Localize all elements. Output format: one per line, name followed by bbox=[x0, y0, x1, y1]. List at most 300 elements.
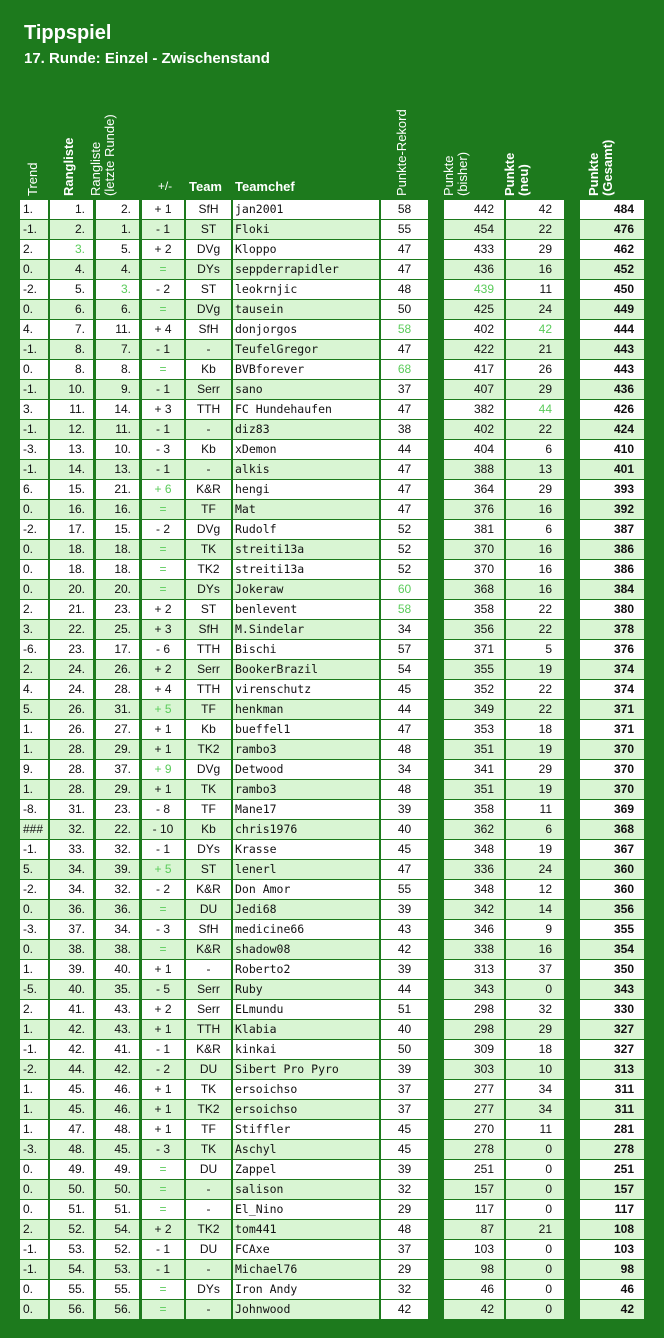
header-punkte-neu bbox=[503, 153, 531, 196]
cell-rank: 17. bbox=[50, 520, 93, 539]
cell-chef: Jokeraw bbox=[233, 580, 379, 599]
cell-prev: 29. bbox=[96, 740, 139, 759]
cell-trend: 0. bbox=[20, 260, 48, 279]
cell-neu: 22 bbox=[506, 600, 564, 619]
cell-team: K&R bbox=[186, 480, 231, 499]
cell-neu: 22 bbox=[506, 620, 564, 639]
cell-rank: 15. bbox=[50, 480, 93, 499]
cell-gesamt: 392 bbox=[580, 500, 644, 519]
cell-gesamt: 380 bbox=[580, 600, 644, 619]
cell-diff: - 1 bbox=[142, 1040, 184, 1059]
table-row bbox=[0, 880, 664, 900]
cell-gesamt: 281 bbox=[580, 1120, 644, 1139]
cell-diff: = bbox=[142, 1200, 184, 1219]
table-row bbox=[0, 560, 664, 580]
cell-diff: - 1 bbox=[142, 1240, 184, 1259]
header-rangliste-letzte-line2: (letzte Runde) bbox=[102, 114, 117, 196]
cell-rekord: 29 bbox=[381, 1200, 428, 1219]
cell-team: DVg bbox=[186, 240, 231, 259]
table-row bbox=[0, 1080, 664, 1100]
cell-prev: 56. bbox=[96, 1300, 139, 1319]
cell-neu: 16 bbox=[506, 500, 564, 519]
cell-diff: + 1 bbox=[142, 1020, 184, 1039]
cell-rank: 34. bbox=[50, 880, 93, 899]
cell-neu: 29 bbox=[506, 380, 564, 399]
cell-prev: 23. bbox=[96, 800, 139, 819]
table-row bbox=[0, 1220, 664, 1240]
cell-prev: 16. bbox=[96, 500, 139, 519]
cell-gesamt: 386 bbox=[580, 540, 644, 559]
cell-prev: 40. bbox=[96, 960, 139, 979]
cell-prev: 7. bbox=[96, 340, 139, 359]
cell-rekord: 47 bbox=[381, 260, 428, 279]
cell-neu: 29 bbox=[506, 1020, 564, 1039]
cell-diff: - 2 bbox=[142, 280, 184, 299]
cell-bisher: 117 bbox=[444, 1200, 504, 1219]
table-row bbox=[0, 1180, 664, 1200]
cell-prev: 14. bbox=[96, 400, 139, 419]
cell-chef: TeufelGregor bbox=[233, 340, 379, 359]
cell-bisher: 433 bbox=[444, 240, 504, 259]
cell-gesamt: 449 bbox=[580, 300, 644, 319]
cell-rekord: 52 bbox=[381, 560, 428, 579]
cell-diff: - 1 bbox=[142, 380, 184, 399]
cell-bisher: 355 bbox=[444, 660, 504, 679]
table-row bbox=[0, 540, 664, 560]
cell-team: TK2 bbox=[186, 740, 231, 759]
cell-bisher: 436 bbox=[444, 260, 504, 279]
cell-gesamt: 370 bbox=[580, 740, 644, 759]
header-punkte-rekord: Punkte-Rekord bbox=[394, 109, 409, 196]
cell-gesamt: 330 bbox=[580, 1000, 644, 1019]
cell-chef: BVBforever bbox=[233, 360, 379, 379]
cell-prev: 22. bbox=[96, 820, 139, 839]
cell-prev: 15. bbox=[96, 520, 139, 539]
cell-prev: 6. bbox=[96, 300, 139, 319]
cell-team: ST bbox=[186, 220, 231, 239]
cell-rekord: 45 bbox=[381, 1140, 428, 1159]
table-row bbox=[0, 520, 664, 540]
table-row bbox=[0, 460, 664, 480]
cell-prev: 46. bbox=[96, 1080, 139, 1099]
cell-prev: 54. bbox=[96, 1220, 139, 1239]
cell-team: DYs bbox=[186, 840, 231, 859]
cell-neu: 16 bbox=[506, 940, 564, 959]
cell-chef: sano bbox=[233, 380, 379, 399]
cell-chef: tausein bbox=[233, 300, 379, 319]
cell-rekord: 42 bbox=[381, 940, 428, 959]
cell-bisher: 425 bbox=[444, 300, 504, 319]
cell-gesamt: 371 bbox=[580, 720, 644, 739]
cell-bisher: 348 bbox=[444, 880, 504, 899]
cell-diff: + 2 bbox=[142, 600, 184, 619]
cell-neu: 42 bbox=[506, 320, 564, 339]
cell-team: ST bbox=[186, 600, 231, 619]
cell-gesamt: 103 bbox=[580, 1240, 644, 1259]
cell-prev: 23. bbox=[96, 600, 139, 619]
cell-trend: 0. bbox=[20, 1160, 48, 1179]
cell-rank: 48. bbox=[50, 1140, 93, 1159]
cell-team: SfH bbox=[186, 920, 231, 939]
cell-gesamt: 410 bbox=[580, 440, 644, 459]
cell-chef: Johnwood bbox=[233, 1300, 379, 1319]
cell-gesamt: 371 bbox=[580, 700, 644, 719]
cell-prev: 48. bbox=[96, 1120, 139, 1139]
cell-gesamt: 370 bbox=[580, 780, 644, 799]
cell-rank: 7. bbox=[50, 320, 93, 339]
cell-rank: 4. bbox=[50, 260, 93, 279]
cell-prev: 50. bbox=[96, 1180, 139, 1199]
cell-team: ST bbox=[186, 280, 231, 299]
cell-rank: 36. bbox=[50, 900, 93, 919]
cell-trend: 2. bbox=[20, 240, 48, 259]
cell-prev: 4. bbox=[96, 260, 139, 279]
cell-prev: 53. bbox=[96, 1260, 139, 1279]
cell-chef: BookerBrazil bbox=[233, 660, 379, 679]
cell-rekord: 40 bbox=[381, 1020, 428, 1039]
cell-rank: 24. bbox=[50, 680, 93, 699]
cell-rekord: 57 bbox=[381, 640, 428, 659]
cell-gesamt: 278 bbox=[580, 1140, 644, 1159]
cell-team: DU bbox=[186, 1240, 231, 1259]
cell-gesamt: 376 bbox=[580, 640, 644, 659]
cell-diff: = bbox=[142, 560, 184, 579]
cell-gesamt: 374 bbox=[580, 660, 644, 679]
cell-gesamt: 462 bbox=[580, 240, 644, 259]
cell-gesamt: 354 bbox=[580, 940, 644, 959]
cell-diff: + 1 bbox=[142, 740, 184, 759]
cell-rank: 20. bbox=[50, 580, 93, 599]
cell-trend: 1. bbox=[20, 780, 48, 799]
cell-gesamt: 436 bbox=[580, 380, 644, 399]
header-teamchef: Teamchef bbox=[235, 179, 295, 194]
cell-diff: - 8 bbox=[142, 800, 184, 819]
cell-team: - bbox=[186, 460, 231, 479]
cell-gesamt: 117 bbox=[580, 1200, 644, 1219]
table-row bbox=[0, 480, 664, 500]
cell-prev: 52. bbox=[96, 1240, 139, 1259]
table-row bbox=[0, 740, 664, 760]
cell-rekord: 45 bbox=[381, 840, 428, 859]
cell-bisher: 402 bbox=[444, 420, 504, 439]
cell-bisher: 42 bbox=[444, 1300, 504, 1319]
cell-rekord: 37 bbox=[381, 1240, 428, 1259]
cell-prev: 25. bbox=[96, 620, 139, 639]
cell-diff: = bbox=[142, 1280, 184, 1299]
cell-team: - bbox=[186, 1260, 231, 1279]
table-row bbox=[0, 260, 664, 280]
cell-team: Serr bbox=[186, 1000, 231, 1019]
cell-trend: 0. bbox=[20, 500, 48, 519]
cell-diff: + 6 bbox=[142, 480, 184, 499]
cell-gesamt: 370 bbox=[580, 760, 644, 779]
table-row bbox=[0, 720, 664, 740]
table-row bbox=[0, 300, 664, 320]
cell-neu: 22 bbox=[506, 420, 564, 439]
cell-diff: = bbox=[142, 1180, 184, 1199]
cell-neu: 32 bbox=[506, 1000, 564, 1019]
cell-bisher: 439 bbox=[444, 280, 504, 299]
cell-rank: 22. bbox=[50, 620, 93, 639]
cell-neu: 19 bbox=[506, 740, 564, 759]
table-row bbox=[0, 1000, 664, 1020]
cell-prev: 18. bbox=[96, 540, 139, 559]
cell-rekord: 38 bbox=[381, 420, 428, 439]
cell-prev: 46. bbox=[96, 1100, 139, 1119]
cell-neu: 29 bbox=[506, 760, 564, 779]
cell-team: - bbox=[186, 960, 231, 979]
cell-prev: 37. bbox=[96, 760, 139, 779]
cell-prev: 35. bbox=[96, 980, 139, 999]
cell-bisher: 417 bbox=[444, 360, 504, 379]
cell-chef: virenschutz bbox=[233, 680, 379, 699]
cell-chef: chris1976 bbox=[233, 820, 379, 839]
table-row bbox=[0, 600, 664, 620]
cell-bisher: 338 bbox=[444, 940, 504, 959]
cell-team: TTH bbox=[186, 680, 231, 699]
cell-prev: 2. bbox=[96, 200, 139, 219]
cell-chef: ersoichso bbox=[233, 1080, 379, 1099]
cell-bisher: 353 bbox=[444, 720, 504, 739]
cell-rank: 52. bbox=[50, 1220, 93, 1239]
cell-bisher: 98 bbox=[444, 1260, 504, 1279]
cell-prev: 9. bbox=[96, 380, 139, 399]
cell-trend: 0. bbox=[20, 300, 48, 319]
cell-diff: - 1 bbox=[142, 220, 184, 239]
cell-neu: 29 bbox=[506, 480, 564, 499]
cell-trend: -1. bbox=[20, 460, 48, 479]
cell-chef: Stiffler bbox=[233, 1120, 379, 1139]
cell-chef: Mane17 bbox=[233, 800, 379, 819]
cell-prev: 31. bbox=[96, 700, 139, 719]
cell-trend: 5. bbox=[20, 860, 48, 879]
cell-neu: 0 bbox=[506, 1260, 564, 1279]
cell-bisher: 422 bbox=[444, 340, 504, 359]
cell-chef: ersoichso bbox=[233, 1100, 379, 1119]
cell-rekord: 45 bbox=[381, 680, 428, 699]
cell-trend: 0. bbox=[20, 560, 48, 579]
cell-neu: 12 bbox=[506, 880, 564, 899]
table-row bbox=[0, 940, 664, 960]
cell-chef: FC Hundehaufen bbox=[233, 400, 379, 419]
cell-rekord: 48 bbox=[381, 780, 428, 799]
cell-trend: -6. bbox=[20, 640, 48, 659]
cell-team: DVg bbox=[186, 760, 231, 779]
cell-team: TK bbox=[186, 540, 231, 559]
cell-gesamt: 426 bbox=[580, 400, 644, 419]
cell-rekord: 39 bbox=[381, 1160, 428, 1179]
cell-team: TF bbox=[186, 700, 231, 719]
cell-rank: 26. bbox=[50, 720, 93, 739]
cell-trend: 0. bbox=[20, 1180, 48, 1199]
cell-bisher: 343 bbox=[444, 980, 504, 999]
cell-team: - bbox=[186, 340, 231, 359]
cell-rank: 44. bbox=[50, 1060, 93, 1079]
table-row bbox=[0, 1280, 664, 1300]
cell-team: TF bbox=[186, 1120, 231, 1139]
cell-diff: - 1 bbox=[142, 460, 184, 479]
cell-rekord: 42 bbox=[381, 1300, 428, 1319]
cell-neu: 19 bbox=[506, 840, 564, 859]
cell-rekord: 45 bbox=[381, 1120, 428, 1139]
cell-bisher: 277 bbox=[444, 1100, 504, 1119]
cell-diff: + 1 bbox=[142, 960, 184, 979]
header-punkte-gesamt bbox=[587, 140, 615, 196]
cell-gesamt: 452 bbox=[580, 260, 644, 279]
cell-chef: Bischi bbox=[233, 640, 379, 659]
header-punkte-gesamt-line2: (Gesamt) bbox=[600, 139, 615, 196]
cell-rekord: 50 bbox=[381, 1040, 428, 1059]
cell-neu: 22 bbox=[506, 700, 564, 719]
cell-rekord: 58 bbox=[381, 320, 428, 339]
cell-chef: Klabia bbox=[233, 1020, 379, 1039]
cell-bisher: 313 bbox=[444, 960, 504, 979]
cell-team: TK2 bbox=[186, 1220, 231, 1239]
cell-diff: + 2 bbox=[142, 1220, 184, 1239]
cell-rekord: 50 bbox=[381, 300, 428, 319]
cell-rank: 8. bbox=[50, 340, 93, 359]
cell-trend: 0. bbox=[20, 540, 48, 559]
cell-bisher: 376 bbox=[444, 500, 504, 519]
cell-rank: 45. bbox=[50, 1100, 93, 1119]
cell-prev: 1. bbox=[96, 220, 139, 239]
cell-trend: 1. bbox=[20, 1100, 48, 1119]
cell-gesamt: 368 bbox=[580, 820, 644, 839]
cell-team: Kb bbox=[186, 720, 231, 739]
cell-neu: 42 bbox=[506, 200, 564, 219]
cell-rank: 28. bbox=[50, 740, 93, 759]
cell-diff: - 3 bbox=[142, 1140, 184, 1159]
cell-diff: + 2 bbox=[142, 1000, 184, 1019]
cell-prev: 18. bbox=[96, 560, 139, 579]
cell-team: Serr bbox=[186, 660, 231, 679]
cell-chef: ELmundu bbox=[233, 1000, 379, 1019]
cell-trend: 2. bbox=[20, 600, 48, 619]
cell-neu: 14 bbox=[506, 900, 564, 919]
cell-rank: 28. bbox=[50, 760, 93, 779]
cell-chef: Roberto2 bbox=[233, 960, 379, 979]
cell-neu: 44 bbox=[506, 400, 564, 419]
cell-trend: 2. bbox=[20, 1000, 48, 1019]
cell-team: TTH bbox=[186, 400, 231, 419]
cell-diff: - 2 bbox=[142, 1060, 184, 1079]
cell-trend: -1. bbox=[20, 340, 48, 359]
cell-neu: 5 bbox=[506, 640, 564, 659]
header-punkte-bisher-line2: (bisher) bbox=[455, 151, 470, 196]
cell-rekord: 39 bbox=[381, 800, 428, 819]
cell-rekord: 37 bbox=[381, 1080, 428, 1099]
cell-neu: 0 bbox=[506, 1160, 564, 1179]
cell-trend: 0. bbox=[20, 360, 48, 379]
cell-prev: 32. bbox=[96, 840, 139, 859]
cell-team: - bbox=[186, 420, 231, 439]
cell-team: TK2 bbox=[186, 560, 231, 579]
cell-diff: = bbox=[142, 1160, 184, 1179]
header-trend: Trend bbox=[25, 162, 40, 196]
cell-neu: 10 bbox=[506, 1060, 564, 1079]
cell-prev: 17. bbox=[96, 640, 139, 659]
cell-rekord: 55 bbox=[381, 220, 428, 239]
cell-bisher: 303 bbox=[444, 1060, 504, 1079]
cell-rekord: 47 bbox=[381, 340, 428, 359]
cell-rekord: 47 bbox=[381, 240, 428, 259]
cell-chef: Don Amor bbox=[233, 880, 379, 899]
cell-gesamt: 393 bbox=[580, 480, 644, 499]
cell-diff: + 1 bbox=[142, 1100, 184, 1119]
cell-gesamt: 46 bbox=[580, 1280, 644, 1299]
cell-chef: streiti13a bbox=[233, 560, 379, 579]
table-row bbox=[0, 980, 664, 1000]
cell-gesamt: 42 bbox=[580, 1300, 644, 1319]
cell-team: SfH bbox=[186, 620, 231, 639]
cell-chef: shadow08 bbox=[233, 940, 379, 959]
cell-neu: 16 bbox=[506, 260, 564, 279]
cell-rank: 3. bbox=[50, 240, 93, 259]
cell-diff: - 5 bbox=[142, 980, 184, 999]
cell-rank: 21. bbox=[50, 600, 93, 619]
cell-trend: -2. bbox=[20, 520, 48, 539]
cell-team: TK2 bbox=[186, 1100, 231, 1119]
table-row bbox=[0, 320, 664, 340]
cell-rekord: 51 bbox=[381, 1000, 428, 1019]
cell-neu: 26 bbox=[506, 360, 564, 379]
cell-bisher: 298 bbox=[444, 1020, 504, 1039]
cell-neu: 21 bbox=[506, 1220, 564, 1239]
table-row bbox=[0, 780, 664, 800]
cell-neu: 11 bbox=[506, 280, 564, 299]
cell-chef: henkman bbox=[233, 700, 379, 719]
cell-diff: + 3 bbox=[142, 400, 184, 419]
cell-diff: - 3 bbox=[142, 440, 184, 459]
cell-trend: 1. bbox=[20, 1080, 48, 1099]
cell-team: TK bbox=[186, 1080, 231, 1099]
cell-diff: + 1 bbox=[142, 1120, 184, 1139]
cell-neu: 0 bbox=[506, 1180, 564, 1199]
cell-prev: 32. bbox=[96, 880, 139, 899]
cell-bisher: 351 bbox=[444, 740, 504, 759]
cell-team: ST bbox=[186, 860, 231, 879]
cell-rank: 32. bbox=[50, 820, 93, 839]
cell-prev: 38. bbox=[96, 940, 139, 959]
cell-team: Serr bbox=[186, 980, 231, 999]
cell-neu: 34 bbox=[506, 1080, 564, 1099]
cell-neu: 19 bbox=[506, 660, 564, 679]
cell-bisher: 407 bbox=[444, 380, 504, 399]
cell-gesamt: 386 bbox=[580, 560, 644, 579]
page-title: Tippspiel bbox=[24, 22, 112, 44]
cell-prev: 28. bbox=[96, 680, 139, 699]
cell-trend: 0. bbox=[20, 1200, 48, 1219]
cell-chef: Kloppo bbox=[233, 240, 379, 259]
cell-trend: -1. bbox=[20, 420, 48, 439]
cell-chef: bueffel1 bbox=[233, 720, 379, 739]
cell-rank: 51. bbox=[50, 1200, 93, 1219]
header-diff: +/- bbox=[157, 179, 173, 193]
cell-team: DU bbox=[186, 900, 231, 919]
cell-prev: 49. bbox=[96, 1160, 139, 1179]
cell-rank: 31. bbox=[50, 800, 93, 819]
cell-team: - bbox=[186, 1200, 231, 1219]
table-row bbox=[0, 1140, 664, 1160]
cell-diff: + 2 bbox=[142, 660, 184, 679]
cell-neu: 6 bbox=[506, 520, 564, 539]
cell-gesamt: 157 bbox=[580, 1180, 644, 1199]
cell-rank: 56. bbox=[50, 1300, 93, 1319]
cell-rank: 5. bbox=[50, 280, 93, 299]
cell-diff: - 1 bbox=[142, 840, 184, 859]
cell-rank: 49. bbox=[50, 1160, 93, 1179]
cell-chef: Jedi68 bbox=[233, 900, 379, 919]
